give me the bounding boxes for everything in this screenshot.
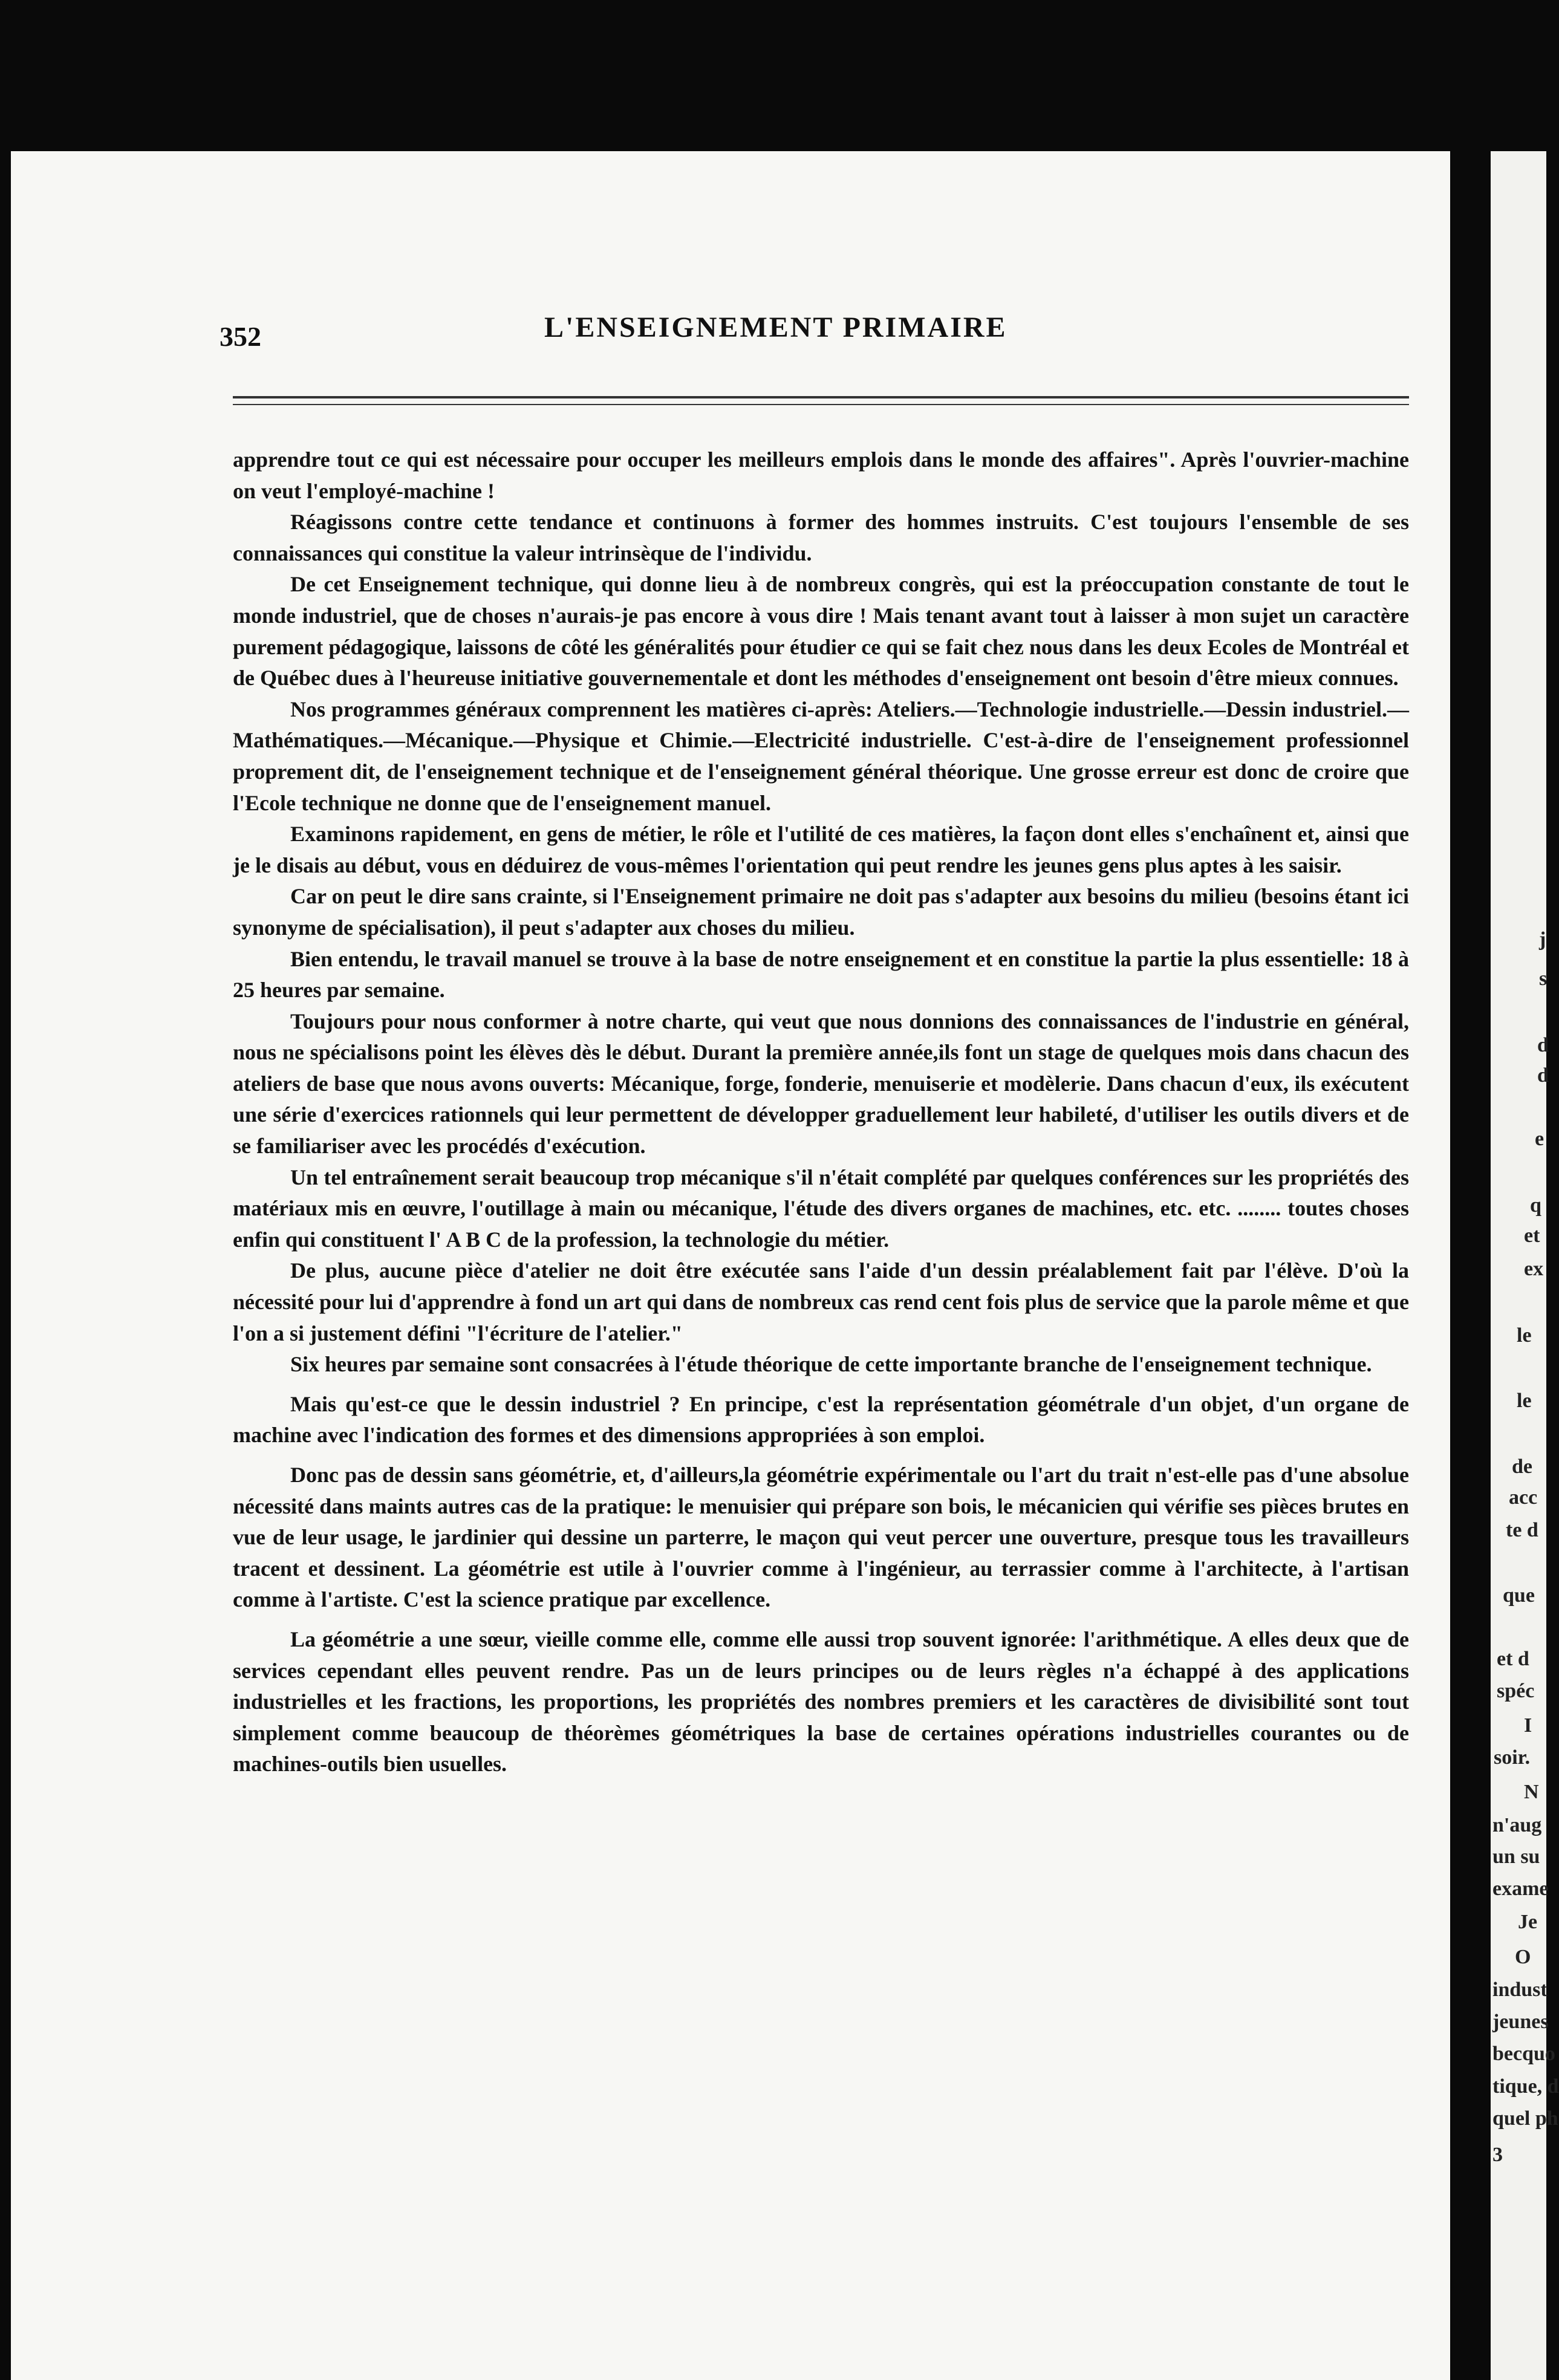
- book-gutter: [1450, 151, 1491, 2380]
- next-page-fragment: q: [1530, 1194, 1541, 1217]
- paragraph: De plus, aucune pièce d'atelier ne doit être exécutée sans l'aide d'un dessin préalablement fait par l'élève. D'où la nécessité pour lui d'apprendre à fond un art qui dans de nombreux cas rend cent fois plus de service que la parole même et que l'on a si justement défini "l'écriture de l'atelier.": [233, 1258, 1409, 1345]
- paragraph: Car on peut le dire sans crainte, si l'Enseignement primaire ne doit pas s'adapter aux besoins du milieu (besoins étant ici synonyme de spécialisation), il peut s'adapter aux choses du milieu.: [233, 884, 1409, 940]
- next-page-fragment: Je: [1518, 1911, 1538, 1933]
- next-page-fragment: becquo: [1492, 2043, 1555, 2065]
- next-page-fragment: e: [1535, 1128, 1544, 1150]
- next-page-fragment: jeunes: [1492, 2011, 1549, 2033]
- next-page-fragment: j: [1539, 928, 1546, 951]
- paragraph: Bien entendu, le travail manuel se trouve à la base de notre enseignement et en constitue la partie la plus essentielle: 18 à 25 heures par semaine.: [233, 946, 1409, 1003]
- next-page-fragment: 3: [1492, 2144, 1503, 2166]
- paragraph: Nos programmes généraux comprennent les matières ci-après: Ateliers.—Technologie industrielle.—Dessin industriel.—Mathématiques.—Mécanique.—Physique et Chimie.—Electricité industrielle. C'est-à-dire de l'enseignement professionnel proprement dit, de l'enseignement technique et de l'enseignement général théorique. Une grosse erreur est donc de croire que l'Ecole technique ne donne que de l'enseignement manuel.: [233, 697, 1409, 815]
- body-text: [233, 444, 1409, 1780]
- next-page-fragment: le: [1517, 1324, 1532, 1347]
- header-rule-bottom: [233, 404, 1409, 405]
- next-page-fragment: n'aug: [1492, 1814, 1542, 1836]
- paragraph: De cet Enseignement technique, qui donne lieu à de nombreux congrès, qui est la préoccupation constante de tout le monde industriel, que de choses n'aurais-je pas encore à vous dire ! Mais tenant avant tout à laisser à mon sujet un caractère purement pédagogique, laissons de côté les généralités pour étudier ce qui se fait chez nous dans les deux Ecoles de Montréal et de Québec dues à l'heureuse initiative gouvernementale et dont les méthodes d'enseignement ont besoin d'être mieux connues.: [233, 572, 1409, 691]
- next-page-fragment: O: [1515, 1946, 1531, 1968]
- next-page-fragment: s: [1539, 967, 1548, 990]
- next-page-fragment: le: [1517, 1390, 1532, 1412]
- next-page-fragment: et: [1524, 1224, 1540, 1247]
- next-page-fragment: acc: [1509, 1486, 1538, 1509]
- next-page-fragment: un su: [1492, 1845, 1540, 1868]
- next-page-fragment: et d: [1497, 1648, 1529, 1670]
- paragraph: apprendre tout ce qui est nécessaire pour occuper les meilleurs emplois dans le monde des affaires". Après l'ouvrier-machine on veut l'employé-machine !: [233, 447, 1409, 503]
- next-page-fragment: indust: [1492, 1978, 1548, 2001]
- paragraph: La géométrie a une sœur, vieille comme elle, comme elle aussi trop souvent ignorée: l'arithmétique. A elles deux que de services cependant elles peuvent rendre. Pas un de leurs principes ou de leurs règles n'a échappé à des applications industrielles et les fractions, les proportions, les propriétés des nombres premiers et les caractères de divisibilité sont tout simplement comme beaucoup de théorèmes géométriques la base de certaines opérations industrielles courantes ou de machines-outils bien usuelles.: [233, 1627, 1409, 1777]
- next-page-fragment: te d: [1506, 1519, 1538, 1541]
- paragraph: Réagissons contre cette tendance et continuons à former des hommes instruits. C'est toujours l'ensemble de ses connaissances qui constitue la valeur intrinsèque de l'individu.: [233, 510, 1409, 565]
- next-page-fragment: que: [1503, 1584, 1535, 1607]
- header-rule-top: [233, 396, 1409, 398]
- next-page-fragment: exame: [1492, 1878, 1549, 1900]
- running-head: L'ENSEIGNEMENT PRIMAIRE: [544, 311, 1007, 343]
- paragraph: Mais qu'est-ce que le dessin industriel ? En principe, c'est la représentation géométrale d'un objet, d'un organe de machine avec l'indication des formes et des dimensions appropriées à son emploi.: [233, 1391, 1409, 1448]
- paragraph: Un tel entraînement serait beaucoup trop mécanique s'il n'était complété par quelques conférences sur les propriétés des matériaux mis en œuvre, l'outillage à main ou mécanique, l'étude des divers organes de machines, etc. etc. ........ toutes choses enfin qui constituent l' A B C de la profession, la technologie du métier.: [233, 1165, 1409, 1252]
- next-page-fragment: de: [1512, 1455, 1532, 1478]
- paragraph: Toujours pour nous conformer à notre charte, qui veut que nous donnions des connaissances de l'industrie en général, nous ne spécialisons point les élèves dès le début. Durant la première année,ils font un stage de quelques mois dans chacun des ateliers de base que nous avons ouverts: Mécanique, forge, fonderie, menuiserie et modèlerie. Dans chacun d'eux, ils exécutent une série d'exercices rationnels qui leur permettent de développer graduellement leur habileté, d'utiliser les outils divers et de se familiariser avec les procédés d'exécution.: [233, 1009, 1409, 1159]
- next-page-fragment: spéc: [1497, 1680, 1535, 1702]
- next-page-fragment: soir.: [1494, 1746, 1531, 1769]
- next-page-fragment: tique, d: [1492, 2075, 1559, 2098]
- next-page-fragment: d: [1537, 1064, 1549, 1087]
- page-number: 352: [220, 321, 261, 352]
- next-page-fragment: N: [1524, 1781, 1539, 1803]
- paragraph: Examinons rapidement, en gens de métier, le rôle et l'utilité de ces matières, la façon dont elles s'enchaînent et, ainsi que je le disais au début, vous en déduirez de vous-mêmes l'orientation qui peut rendre les jeunes gens plus aptes à les saisir.: [233, 822, 1409, 877]
- next-page-fragment: I: [1524, 1714, 1532, 1737]
- paragraph: Six heures par semaine sont consacrées à l'étude théorique de cette importante branche de l'enseignement technique.: [290, 1352, 1372, 1377]
- next-page-fragment: quel ph: [1492, 2107, 1558, 2130]
- paragraph: Donc pas de dessin sans géométrie, et, d'ailleurs,la géométrie expérimentale ou l'art du trait n'est-elle pas d'une absolue nécessité dans maints autres cas de la pratique: le menuisier qui prépare son bois, le mécanicien qui vérifie ses pièces brutes en vue de leur usage, le jardinier qui dessine un parterre, le maçon qui veut percer une ouverture, presque tous les travailleurs tracent et dessinent. La géométrie est utile à l'ouvrier comme à l'ingénieur, au terrassier comme à l'architecte, à l'artisan comme à l'artiste. C'est la science pratique par excellence.: [233, 1463, 1409, 1612]
- next-page-fragment: d: [1537, 1034, 1549, 1056]
- next-page-fragment: ex: [1524, 1258, 1544, 1280]
